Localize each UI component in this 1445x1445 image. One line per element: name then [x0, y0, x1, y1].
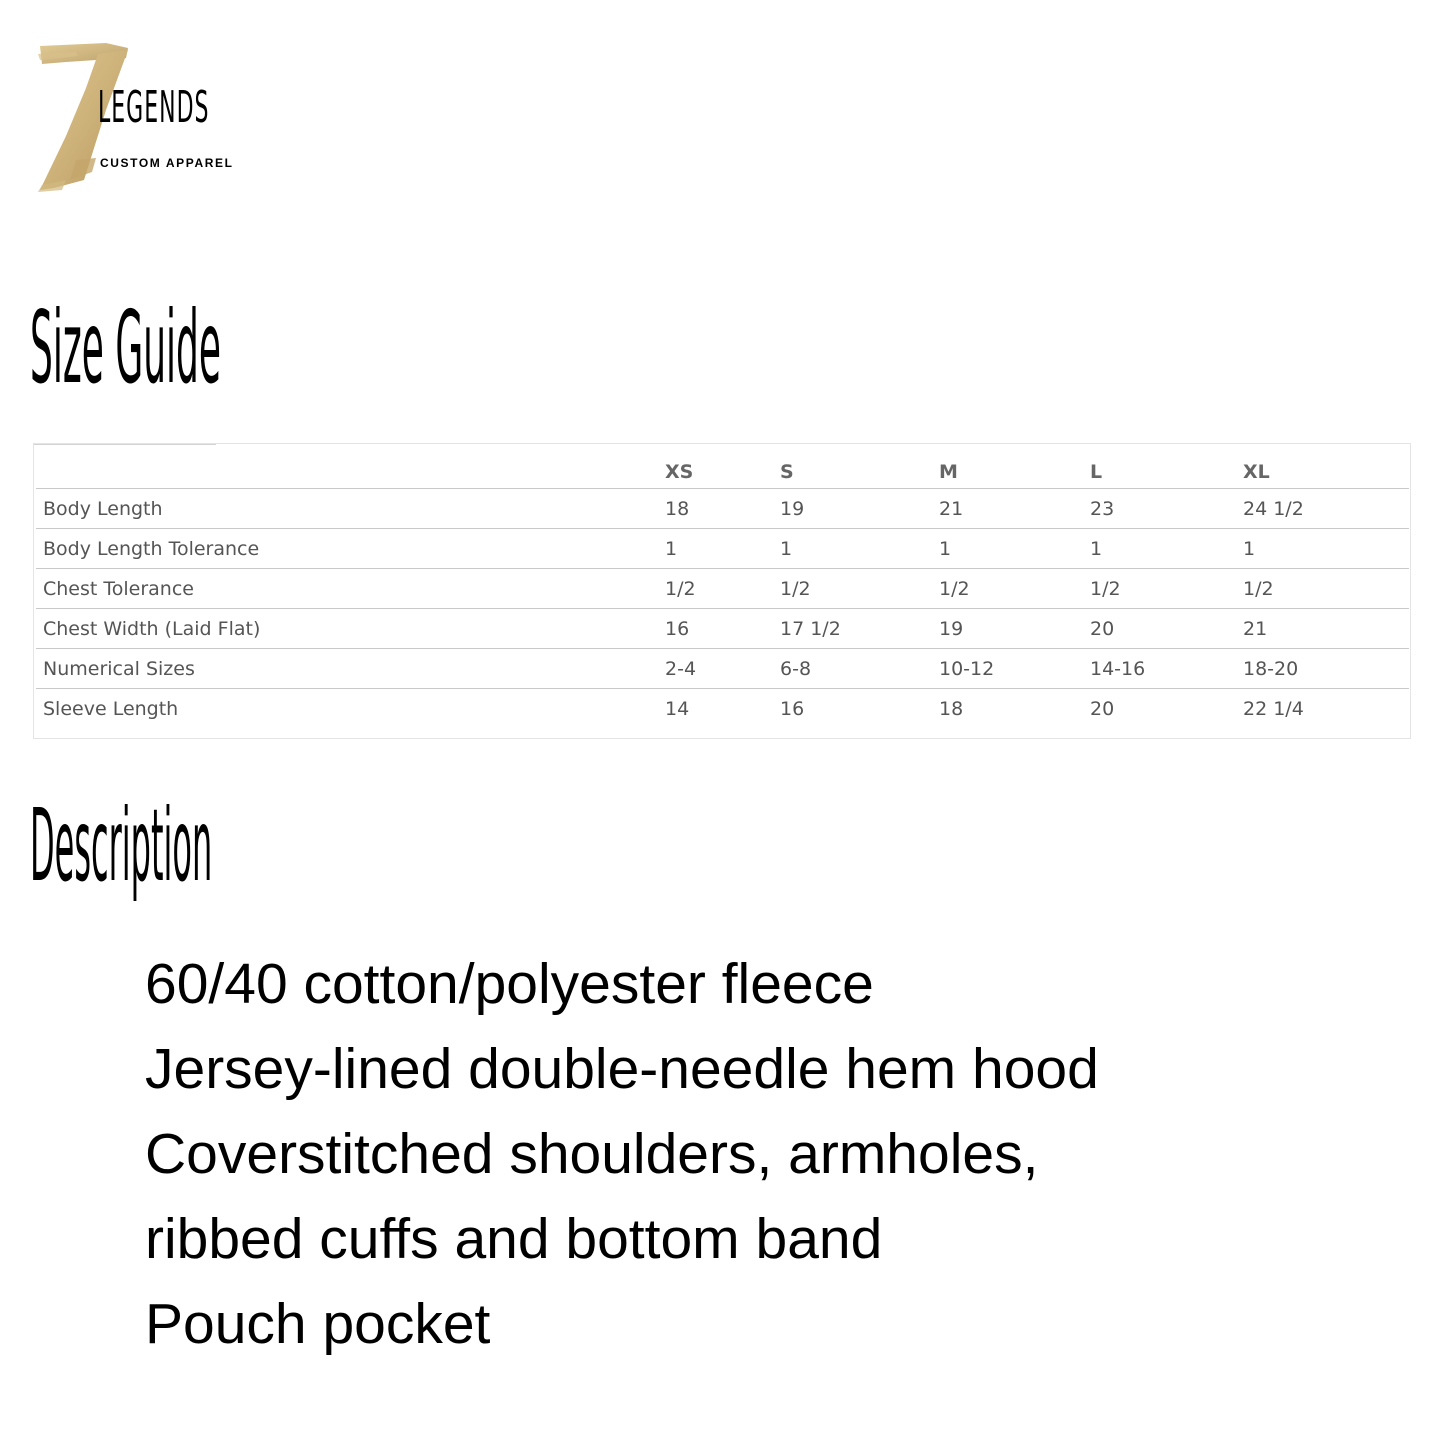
description-list	[145, 942, 1099, 1367]
table-cell: 14	[665, 697, 690, 720]
table-cell: 14-16	[1090, 649, 1243, 689]
table-cell: 18-20	[1243, 649, 1409, 689]
table-cell: 1	[1243, 529, 1409, 569]
table-cell: 24 1/2	[1243, 489, 1409, 529]
table-row	[36, 569, 1409, 609]
brand-tagline: CUSTOM APPAREL	[100, 156, 234, 170]
table-cell: 1	[1090, 529, 1243, 569]
table-cell: 16	[665, 609, 780, 649]
table-cell: 6-8	[780, 649, 939, 689]
table-cell: 22 1/4	[1243, 697, 1304, 720]
table-cell: 21	[1243, 609, 1409, 649]
brand-logo	[36, 40, 256, 192]
table-row	[36, 529, 1409, 569]
table-row	[36, 489, 1409, 529]
description-line: Jersey-lined double-needle hem hood	[145, 1037, 1099, 1101]
table-cell: 1	[780, 529, 939, 569]
table-cell: 1/2	[665, 569, 780, 609]
table-cell: 2-4	[665, 649, 780, 689]
row-label: Sleeve Length	[43, 697, 179, 720]
table-cell: 16	[780, 697, 805, 720]
brand-name: LEGENDS	[98, 82, 210, 133]
row-label: Chest Width (Laid Flat)	[36, 609, 665, 649]
size-guide-heading: Size Guide	[30, 289, 222, 406]
table-cell: 20	[1090, 697, 1115, 720]
table-cell: 23	[1090, 489, 1243, 529]
column-header-s: S	[780, 456, 939, 489]
table-cell: 1/2	[780, 569, 939, 609]
column-header-xl: XL	[1243, 456, 1409, 489]
table-row	[36, 649, 1409, 689]
table-cell: 18	[665, 489, 780, 529]
description-line: 60/40 cotton/polyester fleece	[145, 952, 874, 1016]
table-cell: 17 1/2	[780, 609, 939, 649]
size-table	[36, 456, 1409, 728]
row-label: Chest Tolerance	[36, 569, 665, 609]
row-label: Numerical Sizes	[36, 649, 665, 689]
table-cell: 18	[939, 697, 964, 720]
row-label: Body Length Tolerance	[36, 529, 665, 569]
row-label: Body Length	[36, 489, 665, 529]
column-header-m: M	[939, 456, 1090, 489]
table-cell: 19	[939, 609, 1090, 649]
table-row	[36, 689, 1409, 729]
table-cell: 1/2	[1090, 569, 1243, 609]
column-header-xs: XS	[665, 456, 780, 489]
table-cell: 1/2	[1243, 569, 1409, 609]
column-header-l: L	[1090, 456, 1243, 489]
description-line: Pouch pocket	[145, 1292, 491, 1356]
column-header	[36, 456, 665, 489]
table-cell: 1/2	[939, 569, 1090, 609]
table-cell: 21	[939, 489, 1090, 529]
table-cell: 1	[939, 529, 1090, 569]
table-cell: 20	[1090, 609, 1243, 649]
table-header-row	[36, 456, 1409, 489]
table-cell: 1	[665, 529, 780, 569]
description-line: Coverstitched shoulders, armholes,	[145, 1122, 1039, 1186]
description-heading: Description	[30, 787, 213, 904]
description-line: ribbed cuffs and bottom band	[145, 1207, 883, 1271]
table-cell: 10-12	[939, 649, 1090, 689]
table-cell: 19	[780, 489, 939, 529]
table-row	[36, 609, 1409, 649]
